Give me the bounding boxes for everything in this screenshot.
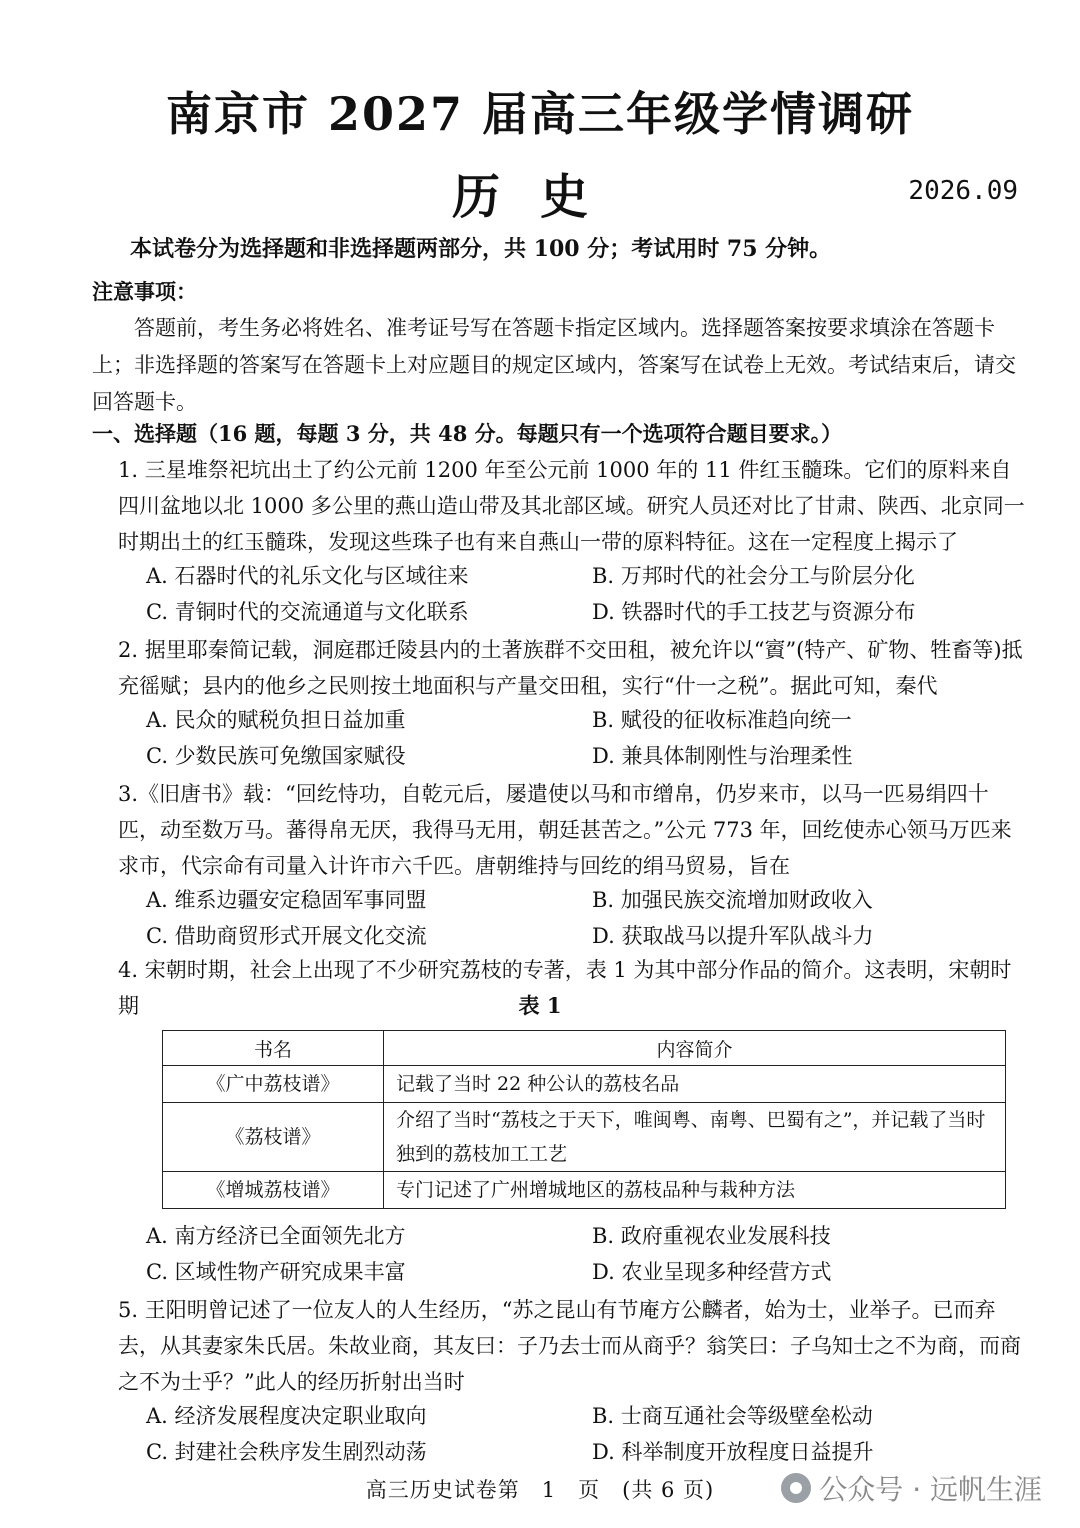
book-name: 《广中荔枝谱》 <box>163 1066 384 1103</box>
option-d: D. 铁器时代的手工技艺与资源分布 <box>592 600 916 624</box>
exam-intro: 本试卷分为选择题和非选择题两部分，共 100 分；考试用时 75 分钟。 <box>130 236 832 262</box>
exam-date: 2026.09 <box>908 176 1018 206</box>
option-b: B. 士商互通社会等级壁垒松动 <box>592 1404 873 1428</box>
question-stem: 4. 宋朝时期，社会上出现了不少研究荔枝的专著，表 1 为其中部分作品的简介。这表明，宋朝时期 <box>118 958 1012 1018</box>
option-a: A. 经济发展程度决定职业取向 <box>146 1404 427 1428</box>
option-d: D. 兼具体制刚性与治理柔性 <box>592 744 853 768</box>
question-3 <box>118 776 1028 884</box>
question-stem: 2. 据里耶秦简记载，洞庭郡迁陵县内的土著族群不交田租，被允许以“賨”(特产、矿物、牲畜等)抵充徭赋；县内的他乡之民则按土地面积与产量交田租，实行“什一之税”。据此可知，秦代 <box>118 638 1023 698</box>
question-stem: 1. 三星堆祭祀坑出土了约公元前 1200 年至公元前 1000 年的 11 件红玉髓珠。它们的原料来自四川盆地以北 1000 多公里的燕山造山带及其北部区域。研究人员还对比了甘肃、陕西、北京同一时期出土的红玉髓珠，发现这些珠子也有来自燕山一带的原料特征。这在一定程度上揭示了 <box>118 458 1025 554</box>
option-b: B. 赋役的征收标准趋向统一 <box>592 708 852 732</box>
book-description: 介绍了当时“荔枝之于天下，唯闽粤、南粤、巴蜀有之”，并记载了当时独到的荔枝加工工艺 <box>384 1103 1006 1172</box>
wechat-icon <box>781 1473 811 1503</box>
book-description: 记载了当时 22 种公认的荔枝名品 <box>384 1066 1006 1103</box>
option-d: D. 农业呈现多种经营方式 <box>592 1260 832 1284</box>
table-1 <box>162 1030 1006 1209</box>
option-a: A. 民众的赋税负担日益加重 <box>146 708 406 732</box>
table-caption: 表 1 <box>518 993 562 1018</box>
option-c: C. 青铜时代的交流通道与文化联系 <box>146 600 469 624</box>
book-name: 《荔枝谱》 <box>163 1103 384 1172</box>
book-name: 《增城荔枝谱》 <box>163 1172 384 1209</box>
option-d: D. 获取战马以提升军队战斗力 <box>592 924 874 948</box>
question-5 <box>118 1292 1028 1400</box>
option-a: A. 南方经济已全面领先北方 <box>146 1224 406 1248</box>
column-header: 书名 <box>163 1031 384 1066</box>
option-a: A. 石器时代的礼乐文化与区域往来 <box>146 564 469 588</box>
section-heading: 一、选择题（16 题，每题 3 分，共 48 分。每题只有一个选项符合题目要求。） <box>92 421 843 446</box>
option-b: B. 万邦时代的社会分工与阶层分化 <box>592 564 915 588</box>
notice-heading: 注意事项： <box>92 279 197 304</box>
question-2 <box>118 632 1028 704</box>
option-a: A. 维系边疆安定稳固军事同盟 <box>146 888 427 912</box>
book-description: 专门记述了广州增城地区的荔枝品种与栽种方法 <box>384 1172 1006 1209</box>
question-stem: 3.《旧唐书》载：“回纥恃功，自乾元后，屡遣使以马和市缯帛，仍岁来市，以马一匹易绢四十匹，动至数万马。蕃得帛无厌，我得马无用，朝廷甚苦之。”公元 773 年，回纥使赤心领马万匹来求市，代宗命有司量入计许市六千匹。唐朝维持与回纥的绢马贸易，旨在 <box>118 782 1012 878</box>
watermark <box>781 1468 1042 1508</box>
option-d: D. 科举制度开放程度日益提升 <box>592 1440 874 1464</box>
notice-text: 答题前，考生务必将姓名、准考证号写在答题卡指定区域内。选择题答案按要求填涂在答题卡上；非选择题的答案写在答题卡上对应题目的规定区域内，答案写在试卷上无效。考试结束后，请交回答题卡。 <box>92 316 1016 414</box>
column-header: 内容简介 <box>384 1031 1006 1066</box>
table-row <box>163 1103 1006 1172</box>
question-1 <box>118 452 1028 560</box>
subject-title: 历史 <box>451 169 628 225</box>
option-c: C. 借助商贸形式开展文化交流 <box>146 924 427 948</box>
option-c: C. 区域性物产研究成果丰富 <box>146 1260 406 1284</box>
option-b: B. 加强民族交流增加财政收入 <box>592 888 873 912</box>
option-c: C. 封建社会秩序发生剧烈动荡 <box>146 1440 427 1464</box>
exam-title: 南京市 2027 届高三年级学情调研 <box>165 87 915 141</box>
table-row <box>163 1066 1006 1103</box>
table-row <box>163 1172 1006 1209</box>
watermark-text: 公众号 · 远帆生涯 <box>819 1473 1042 1506</box>
option-b: B. 政府重视农业发展科技 <box>592 1224 831 1248</box>
option-c: C. 少数民族可免缴国家赋役 <box>146 744 406 768</box>
page-footer: 高三历史试卷第 1 页 (共 6 页) <box>365 1478 715 1502</box>
question-stem: 5. 王阳明曾记述了一位友人的人生经历，“苏之昆山有节庵方公麟者，始为士，业举子。已而弃去，从其妻家朱氏居。朱故业商，其友曰：子乃去士而从商乎？翁笑曰：子乌知士之不为商，而商之不为士乎？”此人的经历折射出当时 <box>118 1298 1021 1394</box>
table-header-row <box>163 1031 1006 1066</box>
